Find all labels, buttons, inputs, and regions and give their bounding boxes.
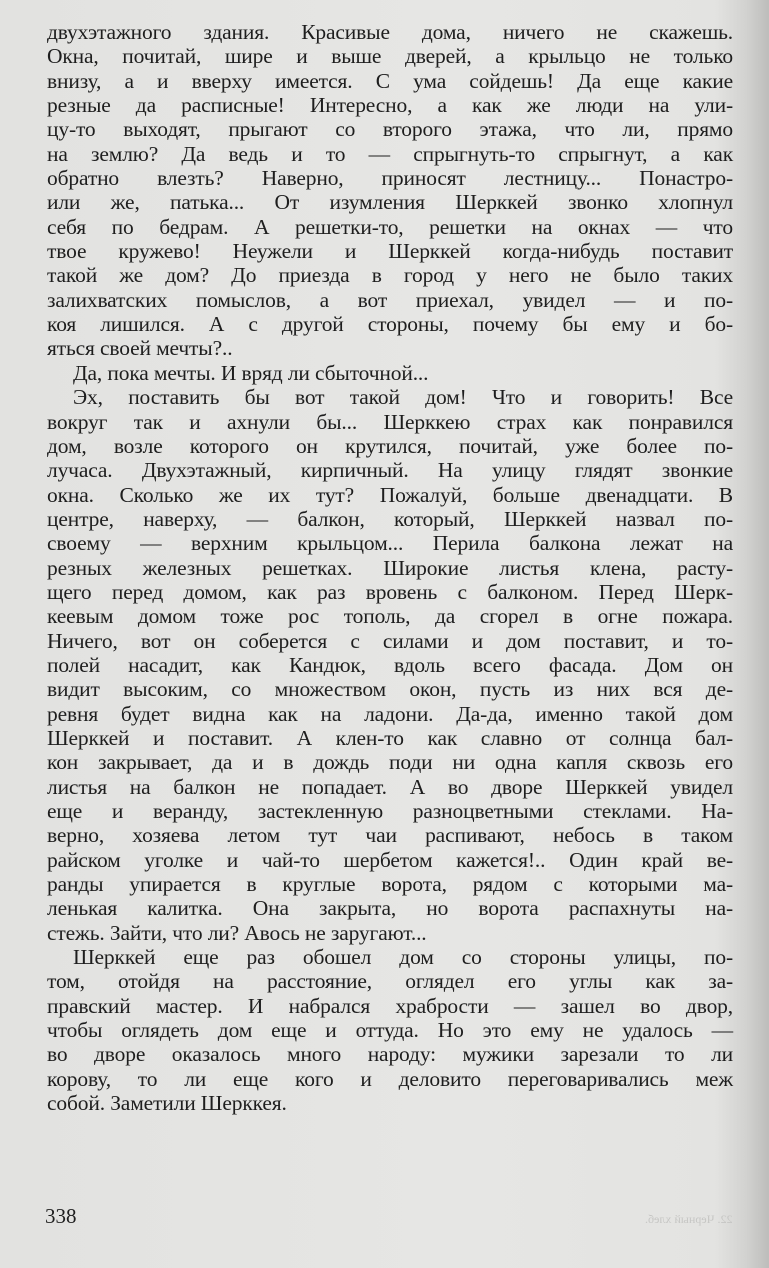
page-number: 338 <box>45 1204 77 1228</box>
text-line: себя по бедрам. А решетки-то, решетки на окнах — что <box>47 214 733 239</box>
text-line: дом, возле которого он крутился, почитай, уже более по- <box>47 433 733 458</box>
text-line: такой же дом? До приезда в город у него не было таких <box>47 263 733 288</box>
text-line: своему — верхним крыльцом... Перила балкона лежат на <box>47 531 733 556</box>
text-line: стежь. Зайти, что ли? Авось не заругают... <box>47 920 427 945</box>
text-line: твое кружево! Неужели и Шерккей когда-нибудь поставит <box>47 239 733 264</box>
text-line: Окна, почитай, шире и выше дверей, а крыльцо не только <box>47 44 733 69</box>
text-line: видит высоким, со множеством окон, пусть из них вся де- <box>47 677 733 702</box>
text-line: залихватских помыслов, а вот приехал, увидел — и по- <box>47 287 733 312</box>
text-line: чтобы оглядеть дом еще и оттуда. Но это ему не удалось — <box>47 1018 733 1043</box>
text-line: Шерккей и поставит. А клен-то как славно от солнца бал- <box>47 725 733 750</box>
text-line: кон закрывает, да и в дождь поди ни одна капля сквозь его <box>47 750 733 775</box>
text-line: центре, наверху, — балкон, который, Шерккей назвал по- <box>47 506 733 531</box>
text-line: том, отойдя на расстояние, оглядел его углы как за- <box>47 969 733 994</box>
text-line: еще и веранду, застекленную разноцветными стеклами. На- <box>47 799 733 823</box>
text-line: коя лишился. А с другой стороны, почему бы ему и бо- <box>47 312 733 337</box>
text-line: листья на балкон не попадает. А во дворе Шерккей увидел <box>47 774 733 799</box>
paragraph <box>47 20 733 361</box>
text-line: Шерккей еще раз обошел дом со стороны улицы, по- <box>73 945 733 970</box>
text-line: резные да расписные! Интересно, а как же люди на ули- <box>47 93 733 118</box>
bleedthrough-footer: 22. Черный хлеб. <box>644 1212 732 1226</box>
text-line: внизу, а и вверху имеется. С ума сойдешь! Да еще какие <box>47 68 733 93</box>
text-line: Эх, поставить бы вот такой дом! Что и говорить! Все <box>73 385 733 410</box>
text-line: райском уголке и чай-то шербетом кажется!.. Один край ве- <box>47 847 733 872</box>
text-line: Ничего, вот он соберется с силами и дом поставит, и то- <box>47 628 733 653</box>
text-line: правский мастер. И набрался храбрости — зашел во двор, <box>47 993 733 1018</box>
text-line: щего перед домом, как раз вровень с балконом. Перед Шерк- <box>47 579 733 604</box>
text-line: ранды упирается в круглые ворота, рядом с которыми ма- <box>47 872 733 897</box>
text-line: ревня будет видна как на ладони. Да-да, именно такой дом <box>47 701 733 726</box>
text-line: лучаса. Двухэтажный, кирпичный. На улицу глядят звонкие <box>47 458 733 483</box>
text-line: цу-то выходят, прыгают со второго этажа, что ли, прямо <box>47 117 733 142</box>
text-line: двухэтажного здания. Красивые дома, ничего не скажешь. <box>47 20 733 44</box>
text-line: или же, патька... От изумления Шерккей звонко хлопнул <box>47 190 733 215</box>
paragraph <box>47 945 733 1115</box>
text-line: корову, то ли еще кого и деловито переговаривались меж <box>47 1066 733 1091</box>
text-line: верно, хозяева летом тут чаи распивают, небось в таком <box>47 823 733 848</box>
text-line: яться своей мечты?.. <box>47 336 233 361</box>
text-line: кеевым домом тоже рос тополь, да сгорел в огне пожара. <box>47 604 733 629</box>
text-line: во дворе оказалось много народу: мужики зарезали то ли <box>47 1042 733 1067</box>
text-line: на землю? Да ведь и то — спрыгнуть-то спрыгнут, а как <box>47 141 733 166</box>
text-line: окна. Сколько же их тут? Пожалуй, больше двенадцати. В <box>47 482 733 507</box>
text-line: Да, пока мечты. И вряд ли сбыточной... <box>73 360 429 385</box>
paragraph <box>47 361 733 385</box>
text-line: полей насадит, как Кандюк, вдоль всего фасада. Дом он <box>47 652 733 677</box>
body-text <box>47 20 733 1115</box>
text-line: резных железных решетках. Широкие листья клена, расту- <box>47 555 733 580</box>
text-line: вокруг так и ахнули бы... Шерккею страх как понравился <box>47 409 733 434</box>
paragraph <box>47 385 733 945</box>
text-line: ленькая калитка. Она закрыта, но ворота распахнуты на- <box>47 896 733 921</box>
text-line: обратно влезть? Наверно, приносят лестницу... Понастро- <box>47 166 733 191</box>
text-line: собой. Заметили Шерккея. <box>47 1091 287 1116</box>
